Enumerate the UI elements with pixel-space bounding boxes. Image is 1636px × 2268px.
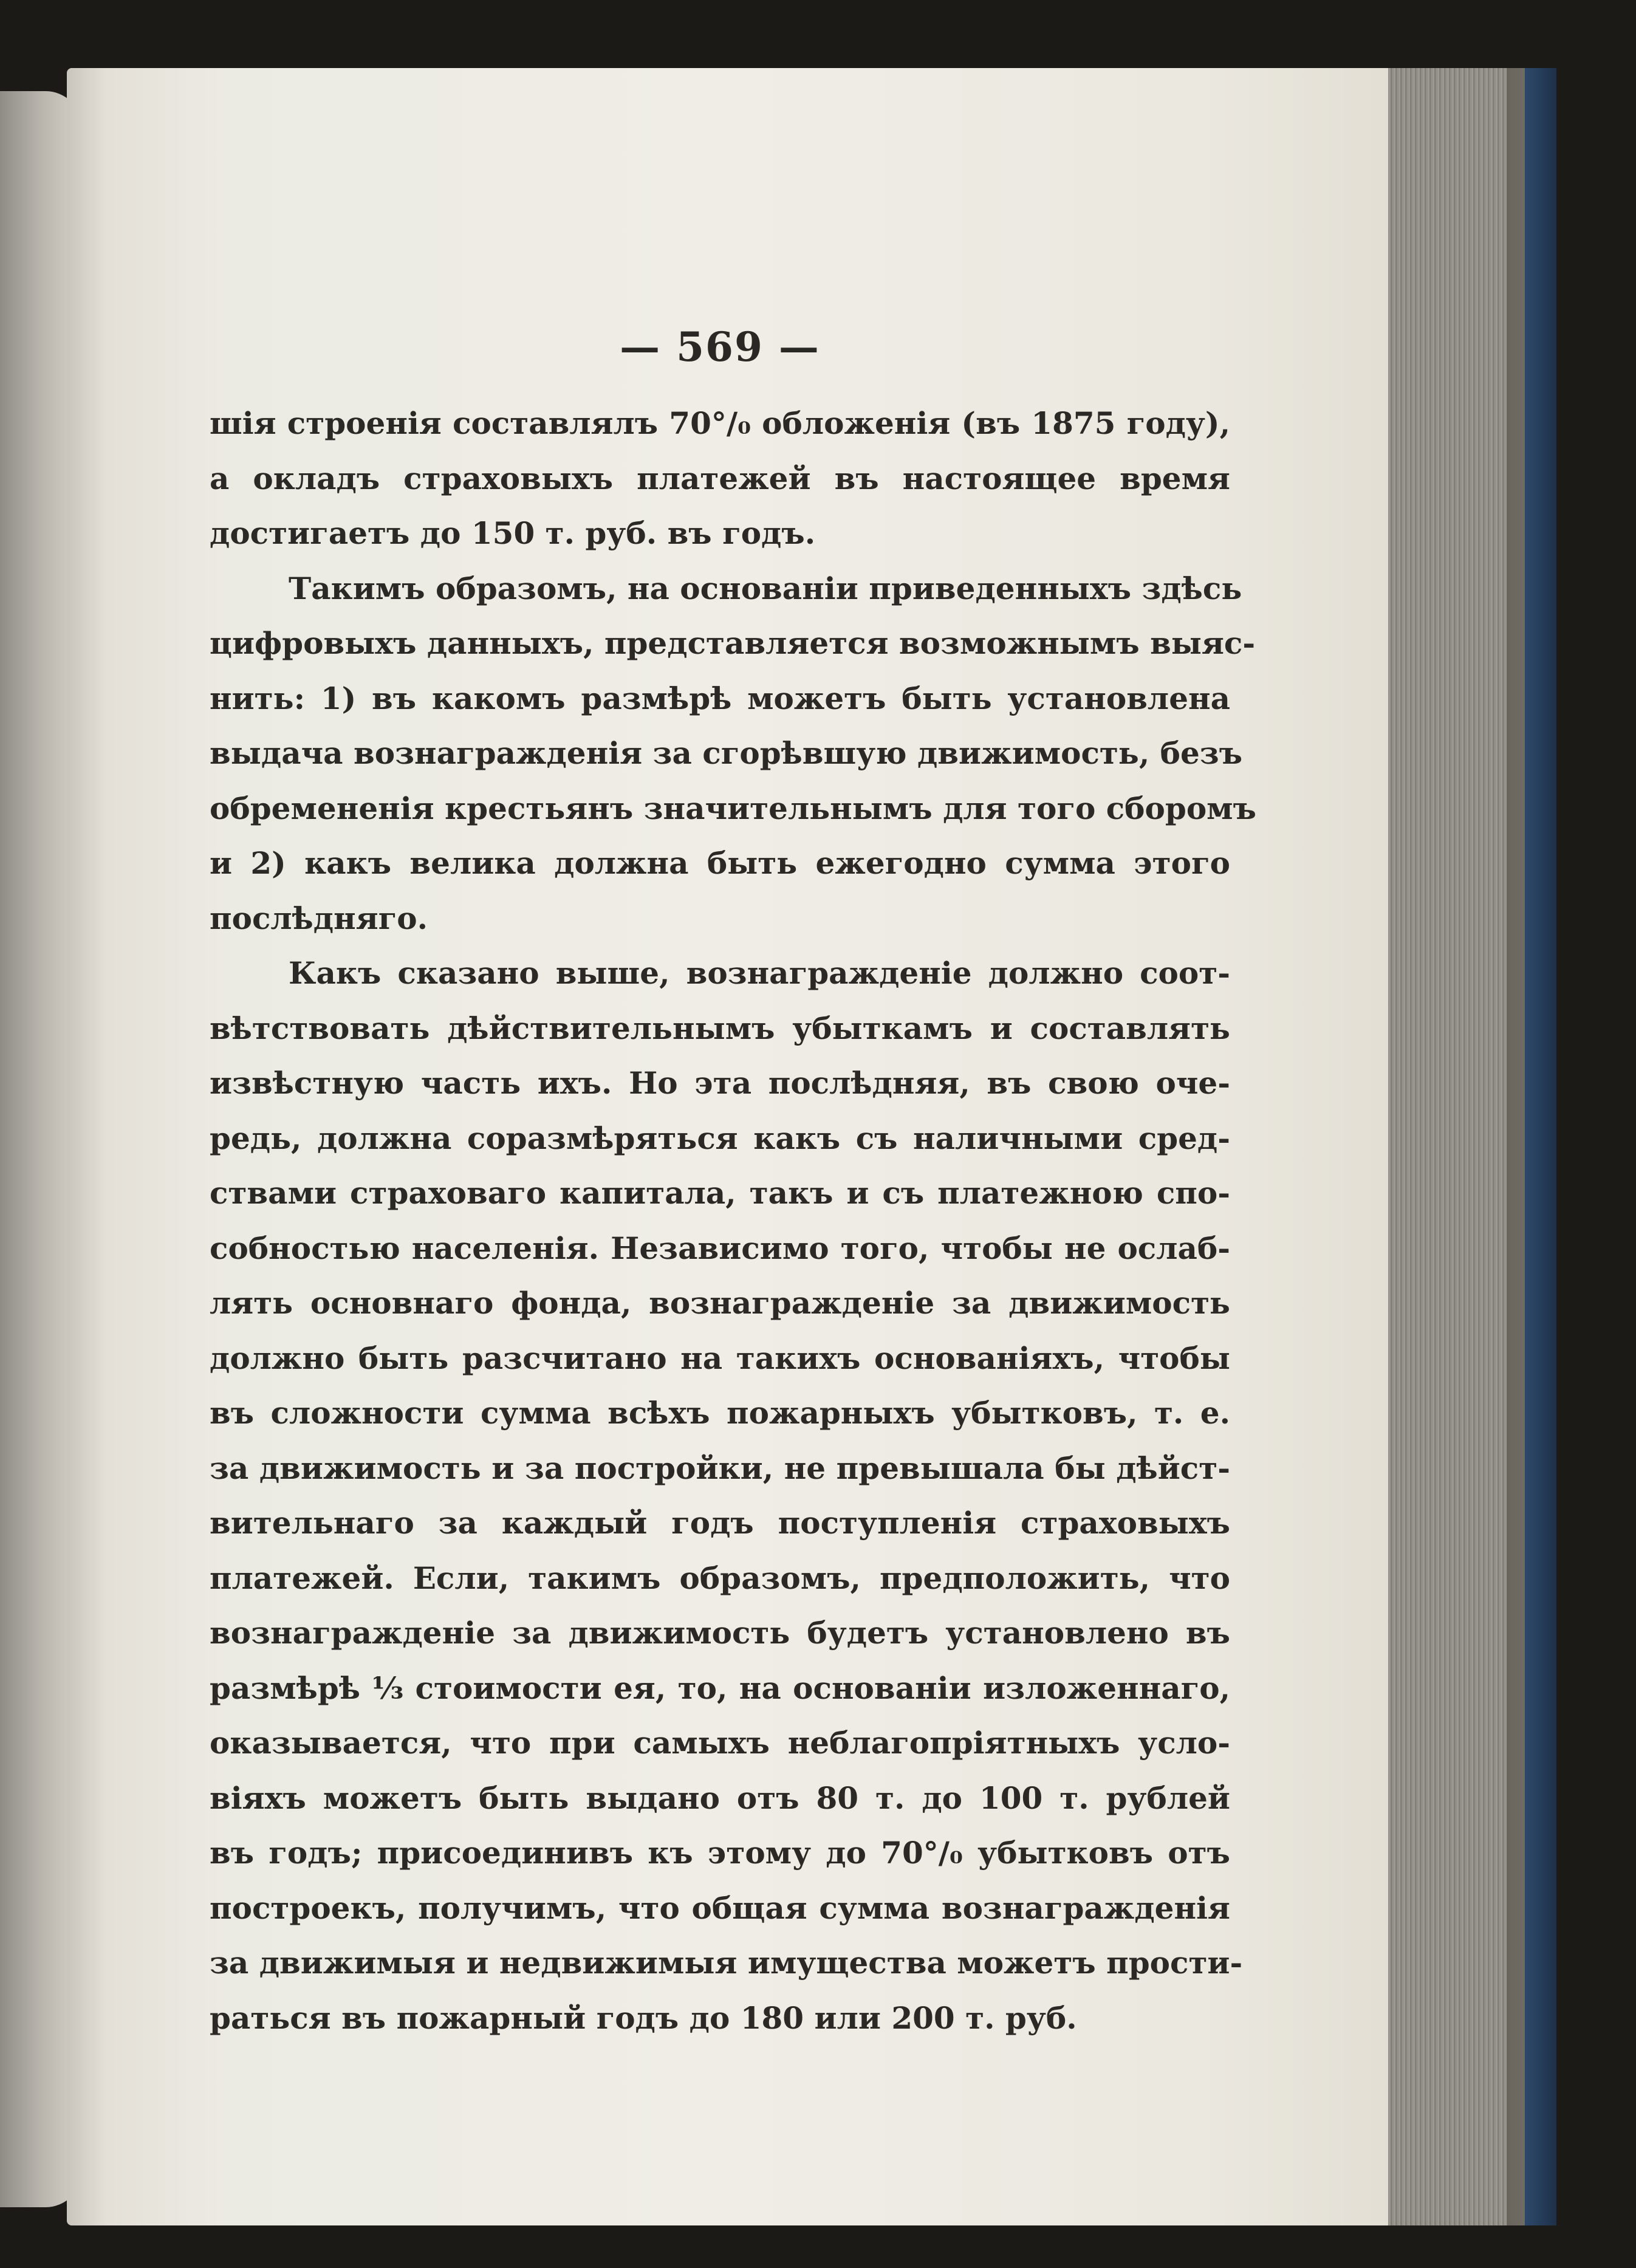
text-line: вительнаго за каждый годъ поступленія страховыхъ — [210, 1505, 1230, 1541]
text-line: извѣстную часть ихъ. Но эта послѣдняя, въ свою оче- — [210, 1065, 1230, 1101]
text-line: размѣрѣ ⅓ стоимости ея, то, на основаніи изложеннаго, — [210, 1670, 1230, 1706]
text-line: построекъ, получимъ, что общая сумма вознагражденія — [210, 1889, 1230, 1926]
text-line: за движимость и за постройки, не превышала бы дѣйст- — [210, 1450, 1230, 1486]
text-line: нить: 1) въ какомъ размѣрѣ можетъ быть установлена — [210, 680, 1230, 716]
text-line: лять основнаго фонда, вознагражденіе за движимость — [210, 1285, 1230, 1321]
text-line: вѣтствовать дѣйствительнымъ убыткамъ и составлять — [210, 1010, 1230, 1046]
text-line: въ сложности сумма всѣхъ пожарныхъ убытковъ, т. е. — [210, 1395, 1230, 1431]
cover-inner-edge — [1507, 68, 1525, 2225]
page-block-edge — [1388, 68, 1507, 2225]
text-line: а окладъ страховыхъ платежей въ настоящее время — [210, 460, 1230, 496]
paragraph-start-line: Такимъ образомъ, на основаніи приведенныхъ здѣсь — [289, 570, 1242, 606]
text-line: обремененія крестьянъ значительнымъ для того сборомъ — [210, 790, 1256, 826]
text-line: ствами страховаго капитала, такъ и съ платежною спо- — [210, 1175, 1230, 1211]
text-line: вознагражденіе за движимость будетъ установлено въ — [210, 1615, 1230, 1651]
text-line: за движимыя и недвижимыя имущества можетъ прости- — [210, 1945, 1243, 1981]
text-line: въ годъ; присоединивъ къ этому до 70°/₀ убытковъ отъ — [210, 1835, 1230, 1871]
page-number — [67, 323, 1397, 371]
text-line: платежей. Если, такимъ образомъ, предположить, что — [210, 1560, 1230, 1596]
text-line: достигаетъ до 150 т. руб. въ годъ. — [210, 515, 816, 551]
text-line: должно быть разсчитано на такихъ основаніяхъ, чтобы — [210, 1340, 1230, 1376]
text-line: выдача вознагражденія за сгорѣвшую движимость, безъ — [210, 735, 1243, 771]
text-line: и 2) какъ велика должна быть ежегодно сумма этого — [210, 845, 1230, 881]
text-line: раться въ пожарный годъ до 180 или 200 т. руб. — [210, 1999, 1077, 2036]
book-page — [67, 68, 1397, 2225]
paragraph-start-line: Какъ сказано выше, вознагражденіе должно соот- — [289, 955, 1230, 991]
body-text — [210, 396, 1256, 2046]
text-line: редь, должна соразмѣряться какъ съ наличными сред- — [210, 1120, 1230, 1156]
text-line: шія строенія составлялъ 70°/₀ обложенія (въ 1875 году), — [210, 405, 1230, 441]
text-line: послѣдняго. — [210, 900, 428, 936]
text-line: оказывается, что при самыхъ неблагопріятныхъ усло- — [210, 1725, 1230, 1761]
text-line: цифровыхъ данныхъ, представляется возможнымъ выяс- — [210, 625, 1256, 661]
page-number-text: — 569 — — [620, 323, 820, 371]
text-line: віяхъ можетъ быть выдано отъ 80 т. до 100 т. рублей — [210, 1780, 1230, 1816]
text-line: собностью населенія. Независимо того, чтобы не ослаб- — [210, 1230, 1230, 1266]
